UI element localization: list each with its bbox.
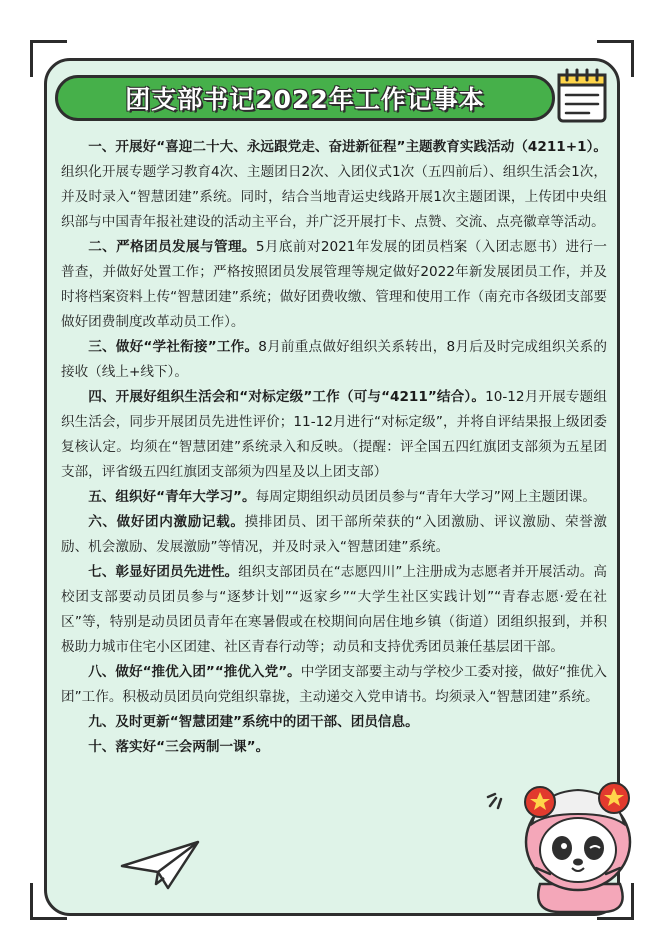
item-body: 5月底前对2021年发展的团员档案（入团志愿书）进行一普查，并做好处置工作；严格按照团员发展管理等规定做好2022年新发展团员工作，并及时将档案资料上传“智慧团建”系统；做好团费收缴、管理和使用工作（南充市各级团支部要做好团费制度改革动员工作）。: [61, 239, 608, 330]
item-body: 摸排团员、团干部所荣获的“入团激励、评议激励、荣誉激励、机会激励、发展激励”等情况，并及时录入“智慧团建”系统。: [61, 514, 607, 555]
item-body: 10-12月开展专题组织生活会，同步开展团员先进性评价；11-12月进行“对标定级”，并将自评结果报上级团委复核认定。均须在“智慧团建”系统录入和反映。（提醒：评全国五四红旗团支部须为五星团支部，评省级五四红旗团支部须为四星及以上团支部）: [61, 389, 607, 480]
item-body: 每周定期组织动员团员参与“青年大学习”网上主题团课。: [255, 489, 596, 505]
item-heading: 五、组织好“青年大学习”。: [88, 489, 256, 505]
item-heading: 十、落实好“三会两制一课”。: [88, 739, 270, 755]
work-item-5: [61, 485, 607, 510]
item-heading: 九、及时更新“智慧团建”系统中的团干部、团员信息。: [88, 714, 419, 730]
work-item-1: [61, 135, 607, 235]
item-body: 组织支部团员在“志愿四川”上注册成为志愿者并开展活动。高校团支部要动员团员参与“逐梦计划”“返家乡”“大学生社区实践计划”“青春志愿·爱在社区”等，特别是动员团员青年在寒暑假或在校期间向居住地乡镇（街道）团组织报到，并积极助力城市住宅小区团建、社区青春行动等；动员和支持优秀团员兼任基层团干部。: [61, 564, 607, 655]
work-item-9: [61, 710, 607, 735]
item-heading: 三、做好“学社衔接”工作。: [88, 339, 259, 355]
work-item-6: [61, 510, 607, 560]
page-title: 团支部书记2022年工作记事本: [125, 85, 485, 114]
notepad-icon: [553, 65, 611, 125]
work-item-2: [61, 235, 607, 335]
item-heading: 六、做好团内激励记载。: [88, 514, 245, 530]
work-item-4: [61, 385, 607, 485]
panda-mascot: [510, 764, 642, 914]
work-items: [61, 135, 607, 760]
work-item-3: [61, 335, 607, 385]
item-heading: 七、彰显好团员先进性。: [88, 564, 239, 580]
paper-plane-icon: [118, 836, 204, 894]
item-body: 组织化开展专题学习教育4次、主题团日2次、入团仪式1次（五四前后）、组织生活会1次，并及时录入“智慧团建”系统。同时，结合当地青运史线路开展1次主题团课，上传团中央组织部与中国青年报社建设的活动主平台，并广泛开展打卡、点赞、交流、点亮徽章等活动。: [61, 164, 607, 230]
item-heading: 四、开展好组织生活会和“对标定级”工作（可与“4211”结合）。: [88, 389, 486, 405]
item-heading: 八、做好“推优入团”“推优入党”。: [88, 664, 301, 680]
work-item-10: [61, 735, 607, 760]
item-body: 中学团支部要主动与学校少工委对接，做好“推优入团”工作。积极动员团员向党组织靠拢，主动递交入党申请书。均须录入“智慧团建”系统。: [61, 664, 607, 705]
work-item-7: [61, 560, 607, 660]
work-item-8: [61, 660, 607, 710]
item-body: 8月前重点做好组织关系转出，8月后及时完成组织关系的接收（线上+线下）。: [61, 339, 607, 380]
item-heading: 二、严格团员发展与管理。: [88, 239, 256, 255]
title-banner: [55, 75, 555, 121]
item-heading: 一、开展好“喜迎二十大、永远跟党走、奋进新征程”主题教育实践活动（4211+1）。: [88, 139, 607, 155]
